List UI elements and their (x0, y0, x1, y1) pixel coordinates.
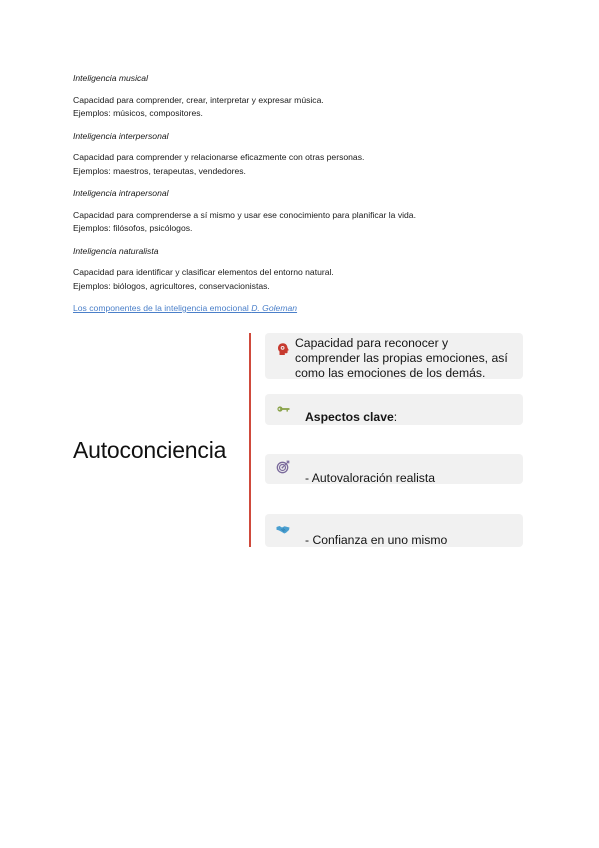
link-text: Los componentes de la inteligencia emocional (73, 303, 252, 313)
definition-card (265, 333, 523, 379)
key-aspects-card (265, 394, 523, 425)
figure-heading: Autoconciencia (73, 437, 227, 463)
section-musical (73, 72, 533, 121)
section-description: Capacidad para identificar y clasificar elementos del entorno natural. (73, 267, 334, 277)
divider-line (249, 333, 251, 547)
handshake-icon (276, 522, 290, 536)
self-confidence-text: - Confianza en uno mismo (305, 533, 448, 547)
link-author: D. Goleman (251, 303, 298, 313)
section-description: Capacidad para comprender y relacionarse eficazmente con otras personas. (73, 152, 365, 162)
section-title: Inteligencia musical (73, 73, 148, 83)
section-title: Inteligencia interpersonal (73, 130, 169, 141)
section-interpersonal (73, 130, 533, 179)
self-confidence-card (265, 514, 523, 547)
key-aspects-colon: : (393, 410, 398, 424)
document-body (73, 72, 533, 316)
definition-line: comprender las propias emociones, así (295, 351, 508, 365)
section-description: Capacidad para comprender, crear, interpretar y expresar música. (73, 94, 324, 105)
target-icon (276, 460, 290, 474)
section-examples: Ejemplos: maestros, terapeutas, vendedores. (73, 165, 246, 176)
section-intrapersonal (73, 187, 533, 236)
section-examples: Ejemplos: músicos, compositores. (73, 108, 203, 118)
head-icon (276, 342, 290, 356)
section-title: Inteligencia intrapersonal (73, 188, 169, 198)
definition-text (295, 336, 508, 379)
section-description: Capacidad para comprenderse a sí mismo y usar ese conocimiento para planificar la vida. (73, 209, 416, 220)
section-examples: Ejemplos: filósofos, psicólogos. (73, 223, 193, 233)
definition-line: como las emociones de los demás. (295, 366, 486, 379)
key-icon (276, 402, 290, 416)
section-title: Inteligencia naturalista (73, 245, 159, 256)
definition-line: Capacidad para reconocer y (295, 336, 449, 350)
goleman-link[interactable] (73, 302, 533, 316)
section-examples: Ejemplos: biólogos, agricultores, conservacionistas. (73, 280, 270, 291)
section-naturalista (73, 245, 533, 294)
self-assessment-text: - Autovaloración realista (305, 471, 436, 484)
autoconciencia-figure (73, 333, 525, 547)
key-aspects-text (305, 410, 397, 425)
key-aspects-label: Aspectos clave (305, 410, 394, 424)
self-assessment-card (265, 454, 523, 484)
